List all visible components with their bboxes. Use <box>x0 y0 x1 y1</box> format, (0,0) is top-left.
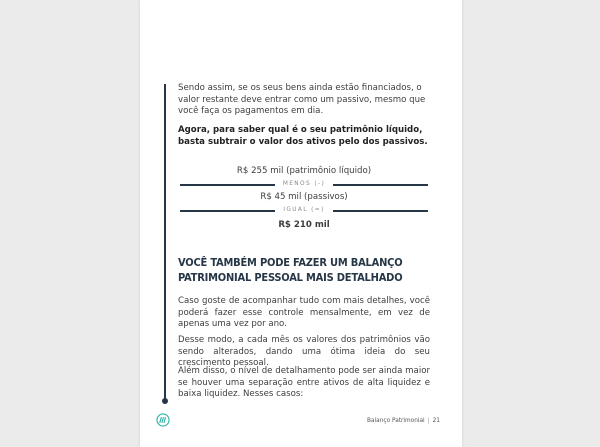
operator-minus-row <box>180 180 428 189</box>
paragraph-monthly: Caso goste de acompanhar tudo com mais detalhes, você poderá fazer esse controle mensalmente, em vez de apenas uma vez por ano. <box>178 296 430 330</box>
footer-page-number: 21 <box>432 418 440 424</box>
operator-minus-label: MENOS (-) <box>282 181 326 187</box>
operator-equal-label: IGUAL (=) <box>283 207 325 213</box>
paragraph-liquidity: Além disso, o nível de detalhamento pode ser ainda maior se houver uma separação entre ativos de alta liquidez e baixa liquidez. Nesses casos: <box>178 366 430 400</box>
divider-right <box>333 210 428 212</box>
calc-line-equity: R$ 255 mil (patrimônio líquido) <box>236 166 372 176</box>
document-page <box>140 0 462 447</box>
footer-separator: | <box>427 418 430 424</box>
brand-logo-icon <box>156 413 170 427</box>
page-footer <box>367 418 440 424</box>
vertical-rule <box>164 84 166 402</box>
section-heading: VOCÊ TAMBÉM PODE FAZER UM BALANÇO PATRIMONIAL PESSOAL MAIS DETALHADO <box>178 256 403 284</box>
calc-result: R$ 210 mil <box>278 220 330 230</box>
calc-line-liabilities: R$ 45 mil (passivos) <box>260 192 348 202</box>
divider-right <box>333 184 428 186</box>
divider-left <box>180 210 275 212</box>
footer-title: Balanço Patrimonial <box>367 418 425 424</box>
rule-end-dot <box>162 398 168 404</box>
operator-equal-row <box>180 206 428 215</box>
paragraph-financed: Sendo assim, se os seus bens ainda estão financiados, o valor restante deve entrar como um passivo, mesmo que você faça os pagamentos em dia. <box>178 83 426 117</box>
paragraph-growth: Desse modo, a cada mês os valores dos patrimônios vão sendo alterados, dando uma ótima ideia do seu crescimento pessoal. <box>178 335 430 369</box>
paragraph-net-worth: Agora, para saber qual é o seu patrimônio líquido, basta subtrair o valor dos ativos pelo dos passivos. <box>178 125 428 147</box>
divider-left <box>180 184 275 186</box>
